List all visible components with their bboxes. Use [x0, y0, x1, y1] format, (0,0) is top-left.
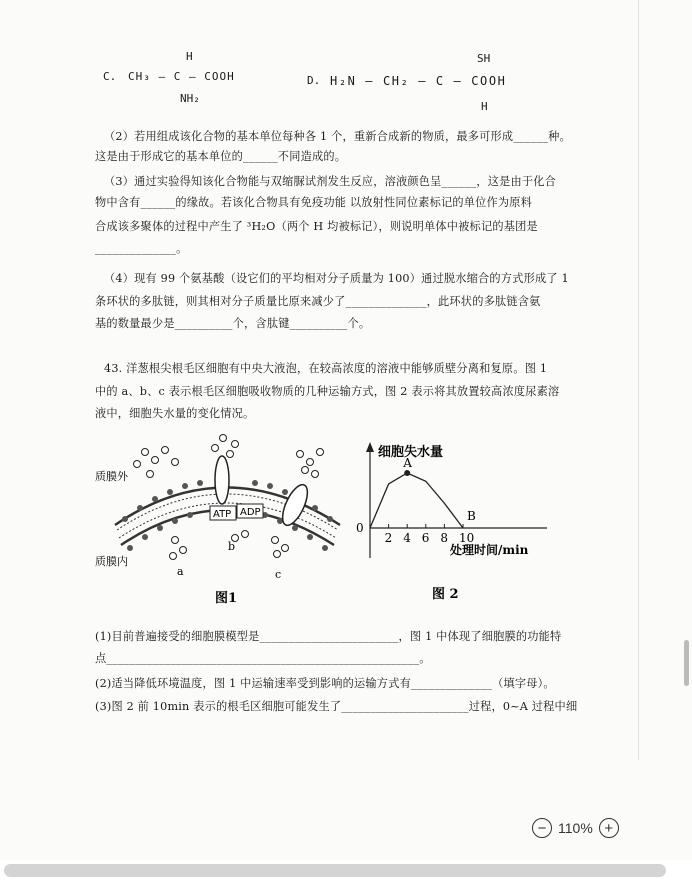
x-tick-label: 2	[384, 531, 393, 545]
point-a-marker	[404, 470, 410, 476]
vertical-scrollbar[interactable]	[684, 640, 689, 686]
formula-d-main: H₂N — CH₂ — C — COOH	[330, 74, 507, 88]
formula-c-top: H	[186, 50, 193, 63]
q3-line3: 合成该多聚体的过程中产生了 ³H₂O（两个 H 均被标记），则说明单体中被标记的基团是	[95, 220, 538, 233]
q4-line3: 基的数量最少是__________个，含肽键__________个。	[95, 317, 371, 330]
figure1-caption: 图1	[215, 591, 238, 606]
q43-line1: 43. 洋葱根尖根毛区细胞有中央大液泡，在较高浓度的溶液中能够质壁分离和复原。图 1	[104, 362, 548, 375]
origin-label: 0	[356, 521, 364, 535]
q2-line1: （2）若用组成该化合物的基本单位每种各 1 个，重新合成新的物质，最多可形成______种。	[104, 130, 571, 143]
outside-label: 质膜外	[95, 470, 128, 483]
answer3-line1: (3)图 2 前 10min 表示的根毛区细胞可能发生了______________________过程，0~A 过程中细	[95, 700, 578, 713]
formula-d-label: D.	[307, 74, 321, 87]
formula-c-bottom: NH₂	[180, 92, 200, 105]
q3-line2: 物中含有______的缘故。若该化合物具有免疫功能 以放射性同位素标记的单位作为原料	[95, 196, 533, 209]
x-axis-label: 处理时间/min	[450, 543, 529, 557]
q3-line1: （3）通过实验得知该化合物能与双缩脲试剂发生反应，溶液颜色呈______，这是由于化合	[104, 175, 557, 188]
atp-label: ATP	[213, 509, 232, 520]
a-label: a	[177, 565, 184, 578]
page-edge	[638, 0, 639, 760]
q2-line2: 这是由于形成它的基本单位的______不同造成的。	[95, 150, 347, 163]
formula-d-bottom: H	[481, 100, 488, 113]
q3-line4: ______________。	[95, 242, 188, 255]
x-tick-label: 4	[403, 531, 411, 545]
b-label: b	[228, 540, 236, 553]
figure2-caption: 图 2	[432, 587, 459, 602]
y-axis-label: 细胞失水量	[378, 445, 444, 460]
minus-circle-icon: −	[537, 819, 547, 837]
adp-label: ADP	[240, 507, 261, 518]
figure2-chart	[352, 438, 552, 608]
plus-circle-icon: +	[604, 819, 614, 837]
formula-c-label: C.	[103, 70, 117, 83]
c-label: c	[275, 568, 282, 581]
point-a-label: A	[403, 456, 412, 470]
series-line	[370, 473, 463, 528]
q43-line2: 中的 a、b、c 表示根毛区细胞吸收物质的几种运输方式，图 2 表示将其放置较高浓度尿素溶	[95, 385, 560, 398]
q4-line1: （4）现有 99 个氨基酸（设它们的平均相对分子质量为 100）通过脱水缩合的方式形成了 1	[104, 272, 569, 285]
y-axis-arrow	[366, 442, 374, 452]
zoom-controls	[532, 816, 619, 840]
x-tick-label: 10	[459, 531, 475, 545]
formula-c-main: CH₃ — C — COOH	[128, 70, 235, 83]
horizontal-scrollbar[interactable]	[4, 864, 666, 877]
zoom-in-button[interactable]	[599, 818, 619, 838]
point-b-label: B	[467, 509, 476, 523]
x-tick-label: 6	[421, 531, 430, 545]
q43-line3: 液中，细胞失水量的变化情况。	[95, 407, 255, 420]
x-tick-label: 8	[440, 531, 449, 545]
answer1-line2: 点______________________________________________________。	[95, 652, 431, 665]
inside-label: 质膜内	[95, 555, 128, 568]
zoom-level: 110%	[558, 820, 593, 836]
answer2-line1: (2)适当降低环境温度，图 1 中运输速率受到影响的运输方式有______________（填字母）。	[95, 677, 555, 690]
formula-d-top: SH	[477, 52, 491, 65]
figure1-membrane-diagram	[95, 430, 360, 610]
answer1-line1: (1)目前普遍接受的细胞膜模型是________________________，图 1 中体现了细胞膜的功能特	[95, 630, 562, 643]
q4-line2: 条环状的多肽链，则其相对分子质量比原来减少了______________，此环状的多肽链含氨	[95, 295, 541, 308]
zoom-out-button[interactable]	[532, 818, 552, 838]
